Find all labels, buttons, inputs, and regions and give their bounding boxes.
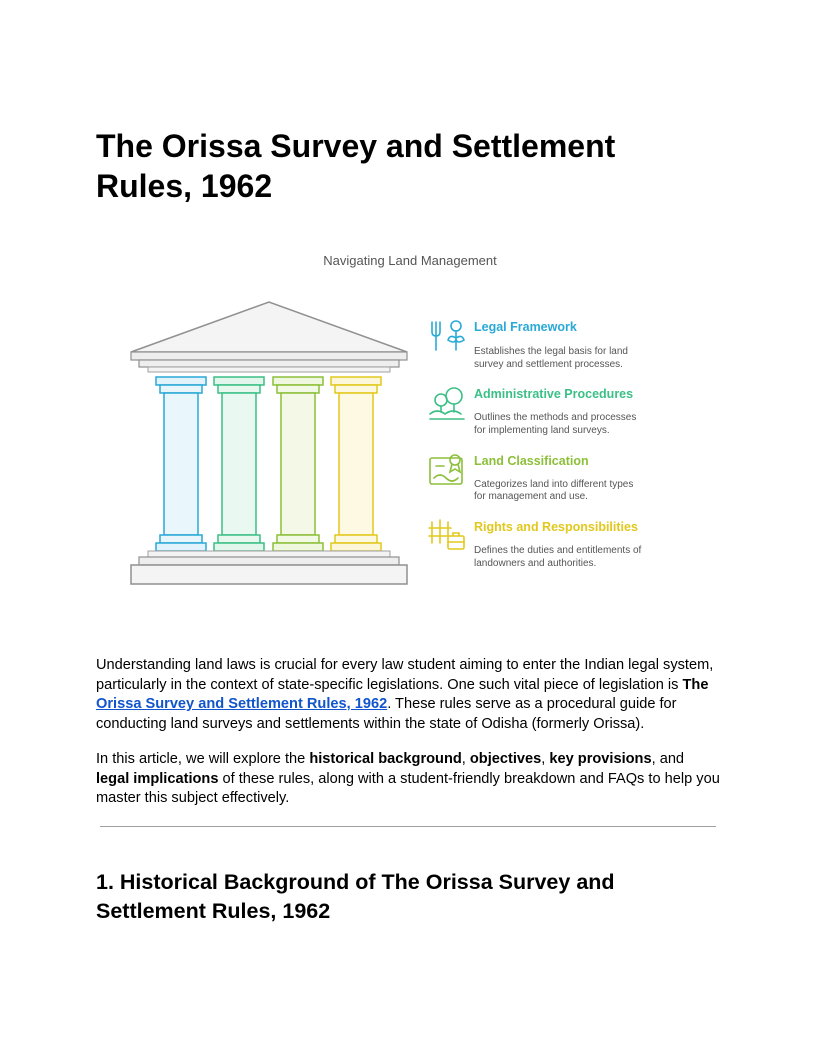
pillar-administrative-procedures [214,377,264,551]
pillar-desc-rights-responsibilities-line2: landowners and authorities. [474,558,597,569]
fence-briefcase-icon [429,520,464,549]
keyword-legal-implications: legal implications [96,770,219,787]
keyword-historical-background: historical background [309,751,462,767]
tools-icon [432,321,464,350]
pillar-legal-framework [156,377,206,551]
pillar-heading-administrative-procedures: Administrative Procedures [474,387,634,401]
temple-step-top [148,551,390,557]
temple-step-bottom [131,565,407,584]
intro-text-after: . These rules serve as a procedural guide for conducting land surveys and settlements within the state of Odisha (formerly Orissa). [96,696,677,732]
page-title: The Orissa Survey and Settlement Rules, 1962 [96,128,616,204]
pillar-land-classification [273,377,323,551]
section-heading-historical-background: 1. Historical Background of The Orissa Survey and Settlement Rules, 1962 [96,870,615,923]
certificate-icon [430,455,462,484]
section-divider [100,826,716,827]
infographic [96,240,720,600]
rules-link[interactable]: Orissa Survey and Settlement Rules, 1962 [96,696,388,712]
intro-paragraph-2 [96,750,720,809]
pillar-desc-land-classification-line2: for management and use. [474,491,588,502]
p2-comma-1: , [461,751,470,767]
temple-roof-beam [131,352,407,360]
pillar-desc-legal-framework-line1: Establishes the legal basis for land [474,346,628,357]
intro-paragraph-1 [96,656,720,734]
intro-text: Understanding land laws is crucial for every law student aiming to enter the Indian legal system, particularly in the context of state-specific legislations. One such vital piece of legislation is [96,657,714,693]
intro-bold-the: The [682,676,709,693]
pillar-desc-administrative-procedures-line2: for implementing land surveys. [474,425,610,436]
pillar-desc-legal-framework-line2: survey and settlement processes. [474,359,623,370]
pillar-desc-rights-responsibilities-line1: Defines the duties and entitlements of [474,545,642,556]
temple-lintel-lower [148,367,390,372]
p2-and: , and [651,751,685,767]
pillar-heading-rights-responsibilities: Rights and Responsibilities [474,520,638,534]
pillar-heading-land-classification: Land Classification [474,454,589,468]
p2-comma-2: , [541,751,550,767]
pillar-rights-responsibilities [331,377,381,551]
temple-lintel [139,360,399,367]
keyword-objectives: objectives [469,751,542,767]
p2-text-end: of these rules, along with a student-friendly breakdown and FAQs to help you master this subject effectively. [96,770,720,806]
pillars-diagram [96,240,720,600]
pillar-heading-legal-framework: Legal Framework [474,320,577,334]
temple-roof [131,302,407,352]
landscape-icon [430,388,464,419]
keyword-key-provisions: key provisions [549,751,652,767]
pillar-desc-land-classification-line1: Categorizes land into different types [474,479,634,490]
p2-text-a: In this article, we will explore the [96,751,310,767]
infographic-title: Navigating Land Management [323,253,497,268]
temple-step-middle [139,557,399,565]
pillar-desc-administrative-procedures-line1: Outlines the methods and processes [474,412,637,423]
